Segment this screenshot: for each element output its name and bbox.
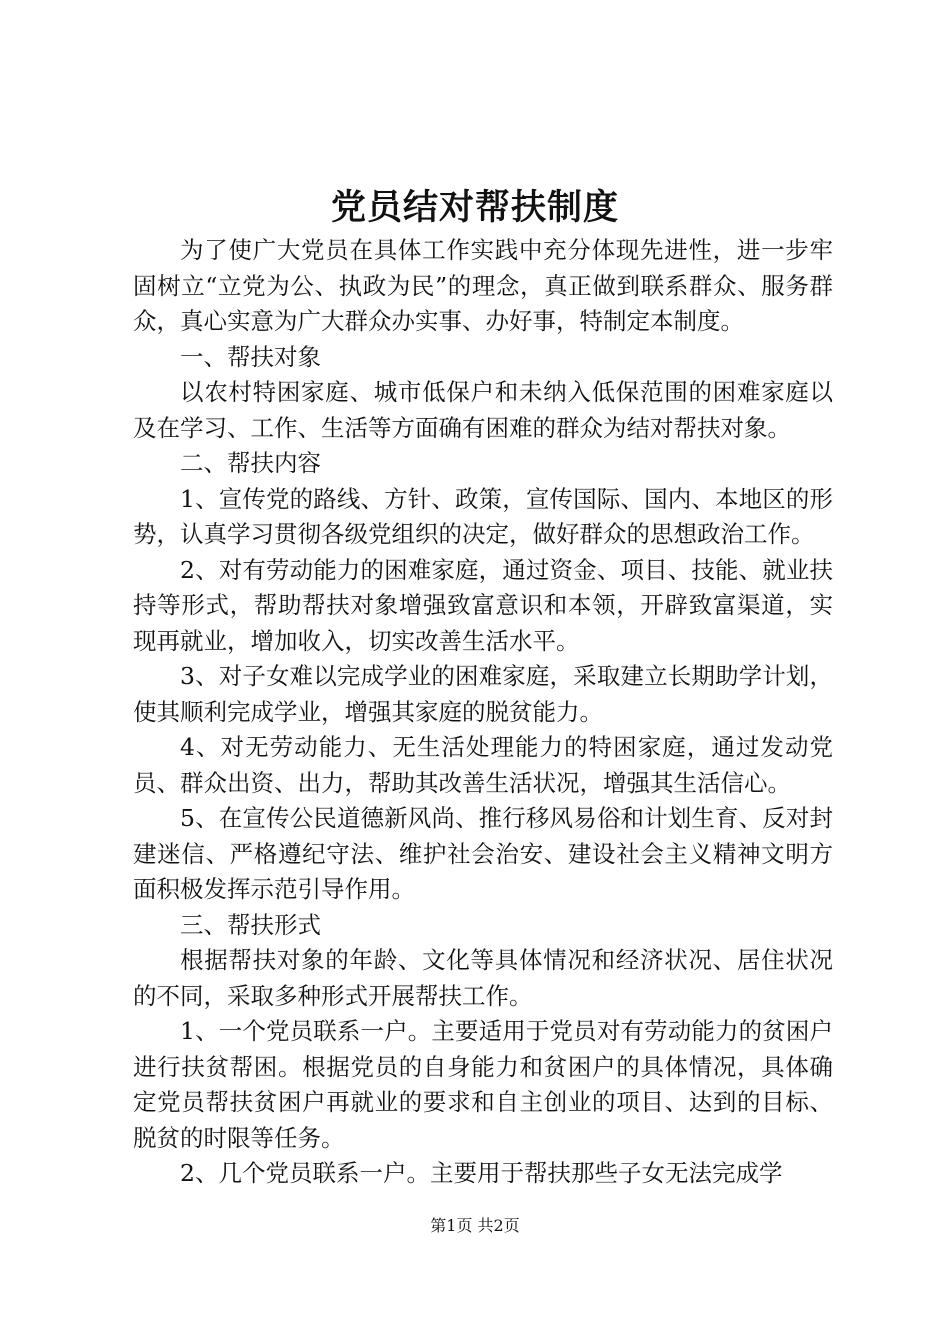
paragraph-intro: 为了使广大党员在具体工作实践中充分体现先进性，进一步牢固树立“立党为公、执政为民”的理念，真正做到联系群众、服务群众，真心实意为广大群众办实事、办好事，特制定本制度。 <box>133 236 833 335</box>
paragraph-content-5: 5、在宣传公民道德新风尚、推行移风易俗和计划生育、反对封建迷信、严格遵纪守法、维护社会治安、建设社会主义精神文明方面积极发挥示范引导作用。 <box>133 804 833 903</box>
document-title: 党员结对帮扶制度 <box>330 188 619 228</box>
section-heading-3: 三、帮扶形式 <box>180 910 321 939</box>
paragraph-content-1: 1、宣传党的路线、方针、政策，宣传国际、国内、本地区的形势，认真学习贯彻各级党组织的决定，做好群众的思想政治工作。 <box>133 484 833 548</box>
paragraph-content-3: 3、对子女难以完成学业的困难家庭，采取建立长期助学计划，使其顺利完成学业，增强其家庭的脱贫能力。 <box>133 662 833 726</box>
paragraph-content-4: 4、对无劳动能力、无生活处理能力的特困家庭，通过发动党员、群众出资、出力，帮助其改善生活状况，增强其生活信心。 <box>133 733 833 797</box>
document-body <box>133 233 833 1192</box>
paragraph-content-2: 2、对有劳动能力的困难家庭，通过资金、项目、技能、就业扶持等形式，帮助帮扶对象增强致富意识和本领，开辟致富渠道，实现再就业，增加收入，切实改善生活水平。 <box>133 555 833 655</box>
page-footer: 第1页 共2页 <box>430 1216 520 1235</box>
section-heading-2: 二、帮扶内容 <box>180 449 321 477</box>
section-heading-1: 一、帮扶对象 <box>180 342 321 371</box>
paragraph-form-intro: 根据帮扶对象的年龄、文化等具体情况和经济状况、居住状况的不同，采取多种形式开展帮扶工作。 <box>133 946 833 1010</box>
paragraph-form-2: 2、几个党员联系一户。主要用于帮扶那些子女无法完成学 <box>180 1159 783 1187</box>
paragraph-form-1: 1、一个党员联系一户。主要适用于党员对有劳动能力的贫困户进行扶贫帮困。根据党员的自身能力和贫困户的具体情况，具体确定党员帮扶贫困户再就业的要求和自主创业的项目、达到的目标、脱贫的时限等任务。 <box>133 1017 833 1152</box>
paragraph-target: 以农村特困家庭、城市低保户和未纳入低保范围的困难家庭以及在学习、工作、生活等方面确有困难的群众为结对帮扶对象。 <box>133 378 833 442</box>
